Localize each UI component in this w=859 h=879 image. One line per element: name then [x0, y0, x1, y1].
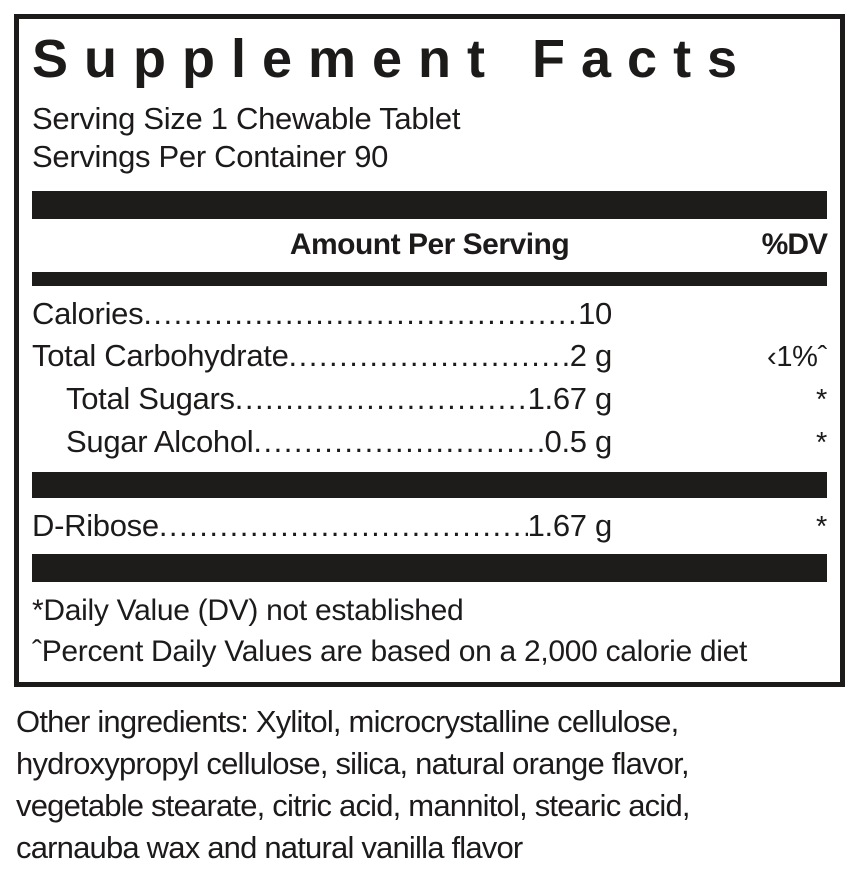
- nutrient-name: Calories: [32, 295, 144, 331]
- serving-size-line: Serving Size 1 Chewable Tablet: [32, 100, 461, 136]
- nutrient-name: Total Carbohydrate: [32, 337, 289, 373]
- nutrient-amount: 1.67 g: [527, 380, 612, 416]
- dot-leader: [289, 335, 570, 377]
- ingredients-line: vegetable stearate, citric acid, mannitol, stearic acid,: [16, 787, 690, 823]
- nutrient-row-sugar-alcohol: [32, 421, 827, 464]
- nutrient-dv: ‹1%ˆ: [766, 340, 827, 373]
- nutrient-name: D-Ribose: [32, 507, 159, 543]
- nutrient-dv: *: [816, 426, 827, 459]
- percent-dv-header-wrap: [569, 228, 827, 262]
- nutrient-amount: 2 g: [569, 337, 612, 373]
- dot-leader: [253, 421, 544, 463]
- nutrient-rows-section: [32, 293, 827, 464]
- dot-leader: [143, 293, 578, 335]
- nutrient-row-calories: [32, 293, 827, 335]
- footnote-dv-not-established: *Daily Value (DV) not established: [32, 593, 464, 627]
- divider-bar-mid: [32, 472, 827, 498]
- footnotes-section: [32, 590, 827, 672]
- dot-leader: [235, 378, 528, 420]
- row-main: [32, 505, 612, 547]
- nutrient-row-d-ribose: [32, 505, 827, 548]
- divider-bar-header: [32, 272, 827, 286]
- row-main: [32, 293, 612, 335]
- nutrient-row-total-carbohydrate: [32, 335, 827, 378]
- ingredients-line: Other ingredients: Xylitol, microcrystalline cellulose,: [16, 703, 679, 739]
- row-main: [32, 378, 612, 420]
- column-header-row: [32, 219, 827, 272]
- nutrient-name: Sugar Alcohol: [66, 423, 254, 459]
- panel-title: Supplement Facts: [32, 29, 754, 89]
- nutrient-name: Total Sugars: [66, 380, 235, 416]
- supplement-facts-panel: [14, 14, 845, 687]
- nutrient-dv: *: [816, 383, 827, 416]
- nutrient-amount: 10: [578, 295, 612, 331]
- nutrient-row-total-sugars: [32, 378, 827, 421]
- ribose-section: [32, 498, 827, 554]
- divider-bar-top: [32, 191, 827, 219]
- percent-dv-header: %DV: [761, 227, 828, 261]
- nutrient-amount: 1.67 g: [527, 507, 612, 543]
- row-main: [32, 421, 612, 463]
- row-main: [32, 335, 612, 377]
- amount-per-serving-header: Amount Per Serving: [289, 227, 570, 261]
- footnote-percent-daily-values: ˆPercent Daily Values are based on a 2,000 calorie diet: [32, 634, 748, 668]
- servings-per-container-line: Servings Per Container 90: [32, 138, 389, 174]
- nutrient-dv: *: [816, 510, 827, 543]
- nutrient-amount: 0.5 g: [544, 423, 612, 459]
- ingredients-line: hydroxypropyl cellulose, silica, natural orange flavor,: [16, 745, 689, 781]
- divider-bar-bottom: [32, 554, 827, 582]
- other-ingredients-paragraph: [14, 701, 845, 869]
- dot-leader: [159, 505, 528, 547]
- ingredients-line: carnauba wax and natural vanilla flavor: [16, 829, 523, 865]
